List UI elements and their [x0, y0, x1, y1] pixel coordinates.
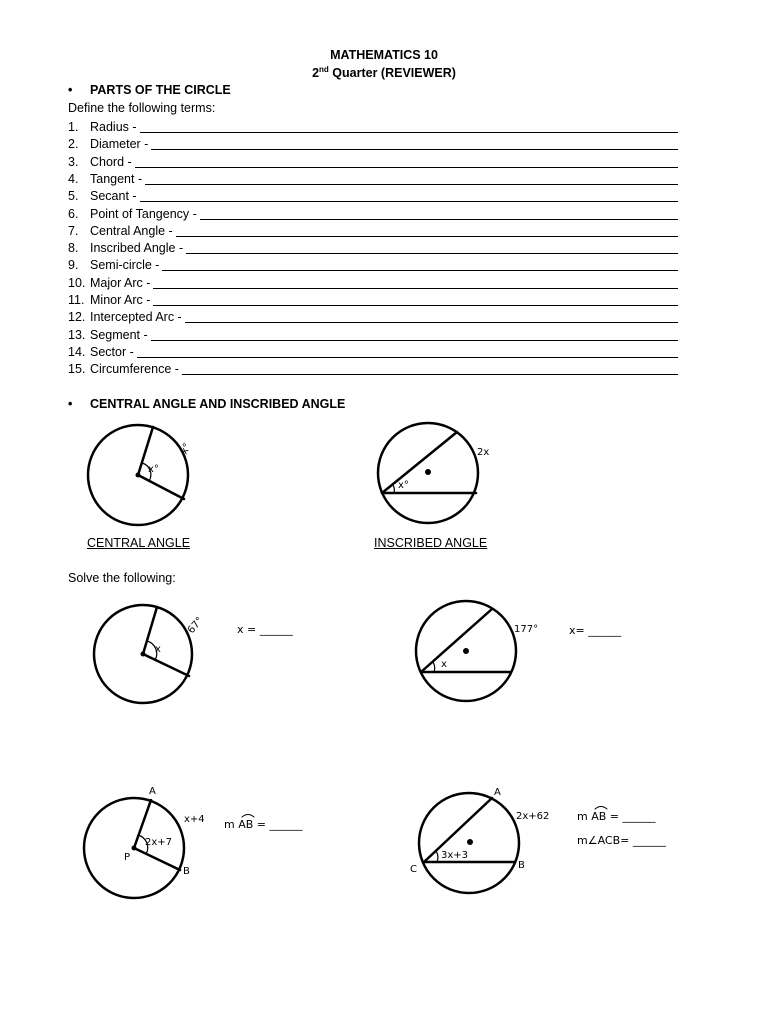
term-label: Central Angle -	[90, 223, 173, 238]
term-number: 12.	[68, 310, 86, 325]
term-number: 11.	[68, 293, 85, 307]
term-label: Point of Tangency -	[90, 206, 197, 221]
angle-label: x	[441, 659, 447, 670]
figure-problem-2	[416, 601, 622, 701]
point-label-b: B	[518, 860, 525, 871]
arc-label: 2x+62	[516, 811, 550, 822]
term-number: 8.	[68, 241, 79, 256]
angle-label: x°	[398, 480, 409, 491]
angle-label: 3x+3	[441, 850, 469, 861]
term-number: 7.	[68, 223, 79, 238]
angle-label: 2x+7	[145, 837, 173, 848]
subtitle-rest: Quarter (REVIEWER)	[328, 66, 456, 81]
point-label-b: B	[183, 866, 190, 877]
term-label: Semi-circle -	[90, 258, 160, 273]
angle-arc-mark	[433, 662, 435, 672]
arc-symbol	[595, 807, 607, 810]
term-number: 3.	[68, 154, 79, 169]
center-point	[132, 846, 137, 851]
term-label: Major Arc -	[90, 275, 151, 290]
subtitle-superscript: nd	[319, 65, 329, 74]
arc-label: 177°	[514, 624, 539, 635]
term-label: Chord -	[90, 154, 132, 169]
term-label: Radius -	[90, 120, 137, 134]
term-number: 1.	[68, 120, 79, 134]
radius-line	[134, 848, 180, 870]
figure-inscribed-example	[378, 423, 489, 523]
angle-label: x°	[148, 464, 159, 475]
chord-line	[421, 609, 492, 672]
term-number: 5.	[68, 189, 79, 204]
term-label: Secant -	[90, 189, 137, 204]
caption-inscribed-angle: INSCRIBED ANGLE	[374, 536, 488, 550]
center-point	[141, 652, 146, 657]
figure-central-example	[88, 425, 193, 525]
term-number: 4.	[68, 171, 79, 186]
term-number: 6.	[68, 206, 79, 221]
arc-symbol	[242, 815, 254, 818]
term-label: Tangent -	[90, 171, 143, 186]
term-number: 13.	[68, 327, 86, 342]
subtitle-number: 2	[312, 66, 320, 81]
solve-instruction: Solve the following:	[68, 571, 176, 585]
center-point	[463, 648, 469, 654]
bullet-icon: •	[68, 397, 73, 411]
point-label-p: P	[124, 852, 131, 863]
term-label: Circumference -	[90, 362, 179, 377]
answer-blank: x = ______	[237, 623, 293, 636]
term-label: Sector -	[90, 344, 134, 359]
term-number: 15.	[68, 362, 86, 377]
answer-blank: x= ______	[569, 624, 622, 637]
answer-blank-arc: m AB = ______	[577, 810, 656, 823]
center-point	[136, 473, 141, 478]
term-label: Minor Arc -	[90, 293, 151, 307]
bullet-icon: •	[68, 83, 73, 97]
angle-label: x	[155, 644, 161, 655]
chord-line	[382, 432, 457, 493]
term-number: 2.	[68, 137, 79, 152]
term-number: 10.	[68, 275, 86, 290]
document-title: MATHEMATICS 10	[330, 48, 438, 62]
section-angles-title: CENTRAL ANGLE AND INSCRIBED ANGLE	[90, 397, 346, 411]
figure-problem-3	[84, 786, 303, 898]
caption-central-angle: CENTRAL ANGLE	[87, 536, 191, 550]
answer-blank: m AB = ______	[224, 818, 303, 831]
term-label: Inscribed Angle -	[90, 241, 184, 256]
arc-label: 67°	[185, 615, 206, 636]
center-point	[425, 469, 431, 475]
section-parts-title: PARTS OF THE CIRCLE	[90, 83, 231, 97]
figure-problem-1	[94, 605, 293, 703]
answer-blank-angle: m∠ACB= ______	[577, 834, 666, 847]
arc-label: x+4	[184, 814, 205, 825]
angle-arc-mark	[436, 851, 438, 862]
figure-problem-4	[410, 787, 666, 893]
center-point	[467, 839, 473, 845]
point-label-c: C	[410, 864, 417, 875]
point-label-a: A	[494, 787, 501, 798]
arc-label: x°	[178, 441, 194, 457]
arc-label: 2x	[477, 447, 490, 458]
term-label: Segment -	[90, 327, 148, 342]
term-number: 14.	[68, 344, 86, 359]
radius-line	[143, 654, 189, 676]
term-label: Diameter -	[90, 137, 149, 152]
radius-line	[138, 475, 184, 499]
point-label-a: A	[149, 786, 156, 797]
instruction-text: Define the following terms:	[68, 101, 216, 115]
term-label: Intercepted Arc -	[90, 310, 182, 325]
term-number: 9.	[68, 258, 79, 273]
